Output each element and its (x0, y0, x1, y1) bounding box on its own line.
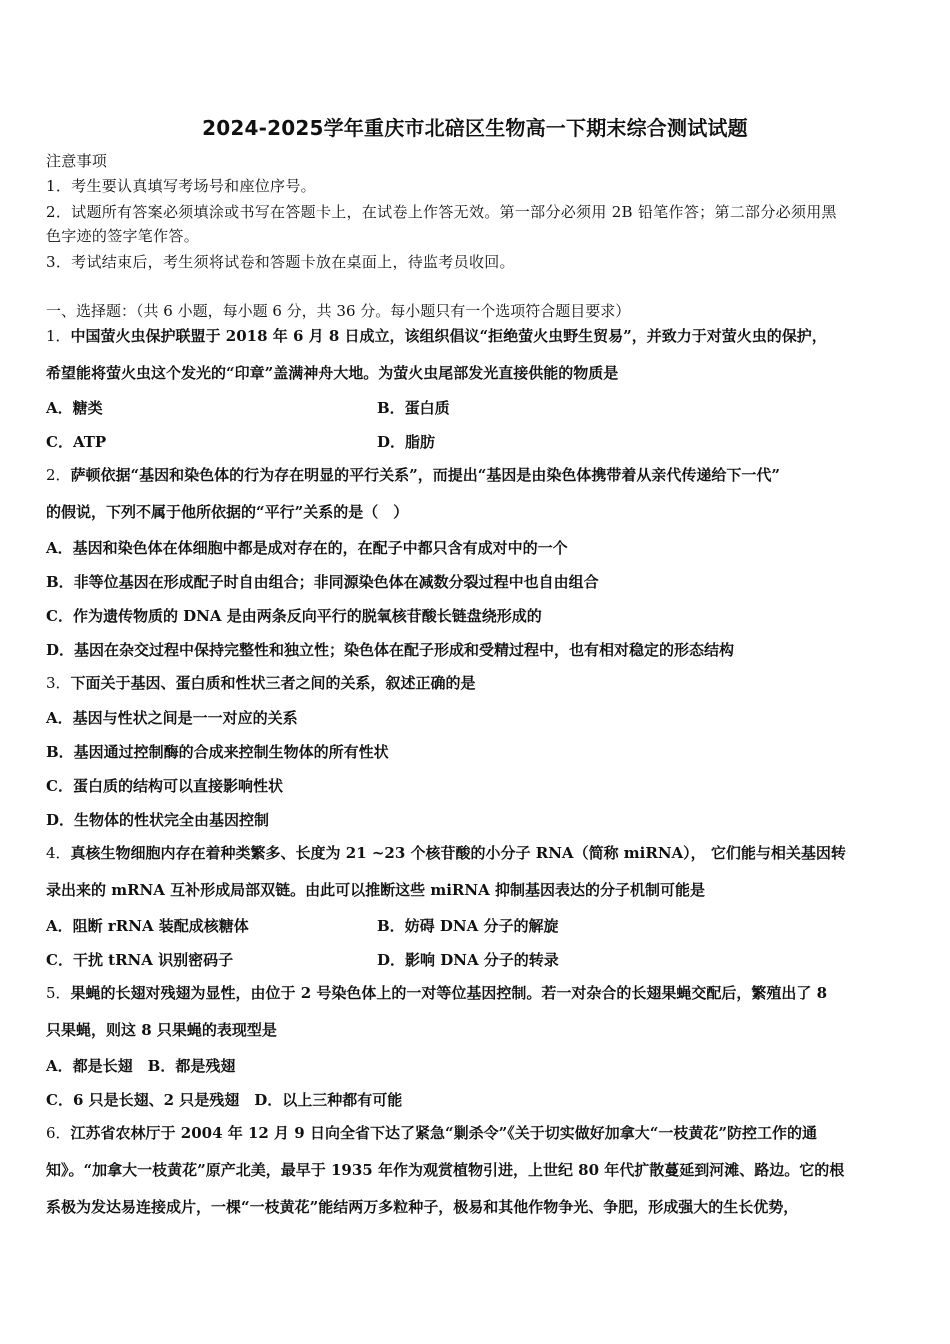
notice-item: 1．考生要认真填写考场号和座位序号。 (46, 177, 316, 195)
question-text: 系极为发达易连接成片，一棵“一枝黄花”能结两万多粒种子，极易和其他作物争光、争肥，形成强大的生长优势， (46, 1198, 799, 1216)
notice-item: 色字迹的签字笔作答。 (46, 227, 200, 245)
option-c: C．ATP (46, 433, 107, 451)
question-text: 的假说，下列不属于他所依据的“平行”关系的是（ ） (46, 503, 409, 521)
page-title: 2024-2025学年重庆市北碚区生物高一下期末综合测试试题 (202, 116, 748, 140)
option-b: B．基因通过控制酶的合成来控制生物体的所有性状 (46, 743, 389, 761)
option-a: A．阻断 rRNA 装配成核糖体 (46, 917, 249, 935)
section-header: 一、选择题：（共 6 小题，每小题 6 分，共 36 分。每小题只有一个选项符合题目要求） (46, 302, 631, 320)
question-number: 1． (46, 327, 71, 345)
question-number: 6． (46, 1124, 71, 1142)
question-text: 真核生物细胞内存在着种类繁多、长度为 21 ~23 个核苷酸的小分子 RNA（简称 miRNA）， 它们能与相关基因转 (70, 844, 846, 862)
option-c: C．作为遗传物质的 DNA 是由两条反向平行的脱氧核苷酸长链盘绕形成的 (46, 607, 542, 625)
question-number: 5． (46, 984, 71, 1002)
notice-item: 3．考试结束后，考生须将试卷和答题卡放在桌面上，待监考员收回。 (46, 253, 515, 271)
option-d: D．影响 DNA 分子的转录 (377, 951, 559, 969)
question-6-line (46, 1123, 908, 1143)
option-b: B．妨碍 DNA 分子的解旋 (377, 917, 559, 935)
question-3-line (46, 673, 908, 693)
question-4-line (46, 843, 908, 863)
option-b: B．非等位基因在形成配子时自由组合；非同源染色体在减数分裂过程中也自由组合 (46, 573, 599, 591)
question-text: 录出来的 mRNA 互补形成局部双链。由此可以推断这些 miRNA 抑制基因表达的分子机制可能是 (46, 881, 705, 899)
option-d: D．脂肪 (377, 433, 436, 451)
question-text: 中国萤火虫保护联盟于 2018 年 6 月 8 日成立，该组织倡议“拒绝萤火虫野生贸易”，并致力于对萤火虫的保护， (70, 327, 827, 345)
question-text: 只果蝇，则这 8 只果蝇的表现型是 (46, 1021, 277, 1039)
options-cd: C．6 只是长翅、2 只是残翅 D．以上三种都有可能 (46, 1091, 403, 1109)
question-text: 萨顿依据“基因和染色体的行为存在明显的平行关系”，而提出“基因是由染色体携带着从亲代传递给下一代” (70, 466, 781, 484)
question-text: 希望能将萤火虫这个发光的“印章”盖满神舟大地。为萤火虫尾部发光直接供能的物质是 (46, 364, 619, 382)
question-number: 2． (46, 466, 71, 484)
option-a: A．基因和染色体在体细胞中都是成对存在的，在配子中都只含有成对中的一个 (46, 539, 568, 557)
question-text: 知》。“加拿大一枝黄花”原产北美，最早于 1935 年作为观赏植物引进，上世纪 80 年代扩散蔓延到河滩、路边。它的根 (46, 1161, 845, 1179)
question-text: 下面关于基因、蛋白质和性状三者之间的关系，叙述正确的是 (70, 674, 476, 692)
option-d: D．基因在杂交过程中保持完整性和独立性；染色体在配子形成和受精过程中，也有相对稳定的形态结构 (46, 641, 735, 659)
notice-item: 2．试题所有答案必须填涂或书写在答题卡上，在试卷上作答无效。第一部分必须用 2B 铅笔作答；第二部分必须用黑 (46, 203, 837, 221)
question-number: 3． (46, 674, 71, 692)
question-1-line (46, 326, 908, 346)
option-c: C．蛋白质的结构可以直接影响性状 (46, 777, 283, 795)
options-ab: A．都是长翅 B．都是残翅 (46, 1057, 236, 1075)
question-5-line (46, 983, 908, 1003)
option-d: D．生物体的性状完全由基因控制 (46, 811, 270, 829)
question-text: 果蝇的长翅对残翅为显性，由位于 2 号染色体上的一对等位基因控制。若一对杂合的长翅果蝇交配后，繁殖出了 8 (70, 984, 828, 1002)
notice-heading: 注意事项 (46, 152, 108, 170)
question-text: 江苏省农林厅于 2004 年 12 月 9 日向全省下达了紧急“剿杀令”《关于切实做好加拿大“一枝黄花”防控工作的通 (70, 1124, 817, 1142)
option-a: A．糖类 (46, 399, 103, 417)
option-b: B．蛋白质 (377, 399, 450, 417)
option-a: A．基因与性状之间是一一对应的关系 (46, 709, 298, 727)
question-2-line (46, 465, 908, 485)
question-number: 4． (46, 844, 71, 862)
option-c: C．干扰 tRNA 识别密码子 (46, 951, 234, 969)
